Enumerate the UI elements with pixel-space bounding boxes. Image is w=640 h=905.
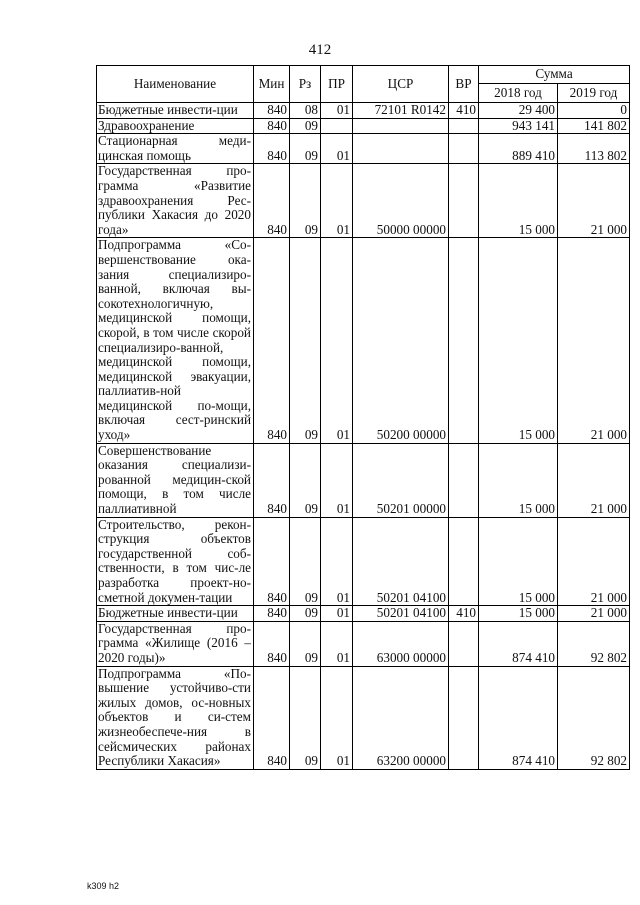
row-min: 840	[254, 443, 290, 517]
row-csr	[353, 134, 449, 164]
table-header	[97, 66, 630, 103]
table-row	[97, 517, 630, 606]
row-min: 840	[254, 517, 290, 606]
row-csr: 50201 04100	[353, 606, 449, 622]
table-row	[97, 238, 630, 443]
row-name: Здравоохранение	[97, 118, 254, 134]
row-min: 840	[254, 606, 290, 622]
row-sum-2019: 113 802	[558, 134, 630, 164]
row-vr	[449, 517, 479, 606]
header-year-2019: 2019 год	[558, 84, 630, 103]
header-year-2018: 2018 год	[479, 84, 558, 103]
budget-table	[96, 65, 630, 770]
row-vr	[449, 164, 479, 238]
row-vr	[449, 238, 479, 443]
row-sum-2018: 15 000	[479, 606, 558, 622]
row-min: 840	[254, 134, 290, 164]
row-sum-2018: 15 000	[479, 164, 558, 238]
table-row	[97, 164, 630, 238]
row-vr	[449, 134, 479, 164]
row-sum-2019: 21 000	[558, 606, 630, 622]
header-csr: ЦСР	[353, 66, 449, 103]
row-rz: 08	[290, 103, 321, 119]
row-rz: 09	[290, 621, 321, 666]
row-pr: 01	[321, 517, 353, 606]
row-rz: 09	[290, 134, 321, 164]
table-row	[97, 443, 630, 517]
row-vr	[449, 666, 479, 769]
row-sum-2019: 141 802	[558, 118, 630, 134]
row-sum-2018: 943 141	[479, 118, 558, 134]
row-name: Подпрограмма «Со-вершенствование ока-зания специализиро-ванной, включая вы-сокотехнологичную, медицинской помощи, скорой, в том числе скорой специализиро-ванной, медицинской помощи, медицинской эвакуации, паллиатив-ной медицинской по-мощи, включая сест-ринский уход»	[97, 238, 254, 443]
row-sum-2019: 92 802	[558, 666, 630, 769]
row-name: Совершенствование оказания специализи-рованной медицин-ской помощи, в том числе паллиативной	[97, 443, 254, 517]
row-sum-2019: 21 000	[558, 238, 630, 443]
row-rz: 09	[290, 164, 321, 238]
row-name: Государственная про-грамма «Развитие здравоохранения Рес-публики Хакасия до 2020 года»	[97, 164, 254, 238]
row-csr: 50200 00000	[353, 238, 449, 443]
row-csr: 50000 00000	[353, 164, 449, 238]
row-vr: 410	[449, 606, 479, 622]
table-row	[97, 118, 630, 134]
row-pr: 01	[321, 443, 353, 517]
row-vr	[449, 443, 479, 517]
row-name: Подпрограмма «По-вышение устойчиво-сти жилых домов, ос-новных объектов и си-стем жизнеобеспече-ния в сейсмических районах Республики Хакасия»	[97, 666, 254, 769]
row-sum-2019: 21 000	[558, 443, 630, 517]
row-name: Государственная про-грамма «Жилище (2016 – 2020 годы)»	[97, 621, 254, 666]
table-row	[97, 134, 630, 164]
row-sum-2019: 21 000	[558, 164, 630, 238]
row-name: Строительство, рекон-струкция объектов государственной соб-ственности, в том чис-ле разработка проект-но-сметной докумен-тации	[97, 517, 254, 606]
row-rz: 09	[290, 606, 321, 622]
row-min: 840	[254, 238, 290, 443]
row-pr: 01	[321, 238, 353, 443]
table-row	[97, 103, 630, 119]
row-csr: 63200 00000	[353, 666, 449, 769]
row-csr: 72101 R0142	[353, 103, 449, 119]
row-rz: 09	[290, 443, 321, 517]
table-body	[97, 103, 630, 770]
row-vr	[449, 621, 479, 666]
row-rz: 09	[290, 517, 321, 606]
row-sum-2018: 29 400	[479, 103, 558, 119]
footer-code: k309 h2	[87, 881, 120, 891]
row-pr: 01	[321, 606, 353, 622]
row-rz: 09	[290, 118, 321, 134]
row-csr: 50201 04100	[353, 517, 449, 606]
row-min: 840	[254, 621, 290, 666]
row-sum-2019: 21 000	[558, 517, 630, 606]
row-rz: 09	[290, 666, 321, 769]
row-pr: 01	[321, 103, 353, 119]
row-sum-2018: 874 410	[479, 666, 558, 769]
row-min: 840	[254, 164, 290, 238]
row-sum-2018: 15 000	[479, 443, 558, 517]
row-csr: 63000 00000	[353, 621, 449, 666]
row-sum-2018: 15 000	[479, 517, 558, 606]
row-sum-2019: 92 802	[558, 621, 630, 666]
row-csr: 50201 00000	[353, 443, 449, 517]
row-sum-2018: 15 000	[479, 238, 558, 443]
row-pr: 01	[321, 621, 353, 666]
row-sum-2018: 874 410	[479, 621, 558, 666]
row-pr: 01	[321, 666, 353, 769]
row-vr	[449, 118, 479, 134]
row-pr: 01	[321, 134, 353, 164]
row-name: Бюджетные инвести-ции	[97, 103, 254, 119]
header-vr: ВР	[449, 66, 479, 103]
row-min: 840	[254, 103, 290, 119]
page-number: 412	[308, 42, 332, 58]
header-sum: Сумма	[479, 66, 630, 84]
row-sum-2019: 0	[558, 103, 630, 119]
row-csr	[353, 118, 449, 134]
header-name: Наименование	[97, 66, 254, 103]
row-vr: 410	[449, 103, 479, 119]
header-min: Мин	[254, 66, 290, 103]
row-rz: 09	[290, 238, 321, 443]
row-min: 840	[254, 118, 290, 134]
table-row	[97, 606, 630, 622]
table-row	[97, 666, 630, 769]
row-pr: 01	[321, 164, 353, 238]
header-pr: ПР	[321, 66, 353, 103]
header-rz: Рз	[290, 66, 321, 103]
row-name: Стационарная меди-цинская помощь	[97, 134, 254, 164]
row-min: 840	[254, 666, 290, 769]
row-sum-2018: 889 410	[479, 134, 558, 164]
row-name: Бюджетные инвести-ции	[97, 606, 254, 622]
row-pr	[321, 118, 353, 134]
table-row	[97, 621, 630, 666]
